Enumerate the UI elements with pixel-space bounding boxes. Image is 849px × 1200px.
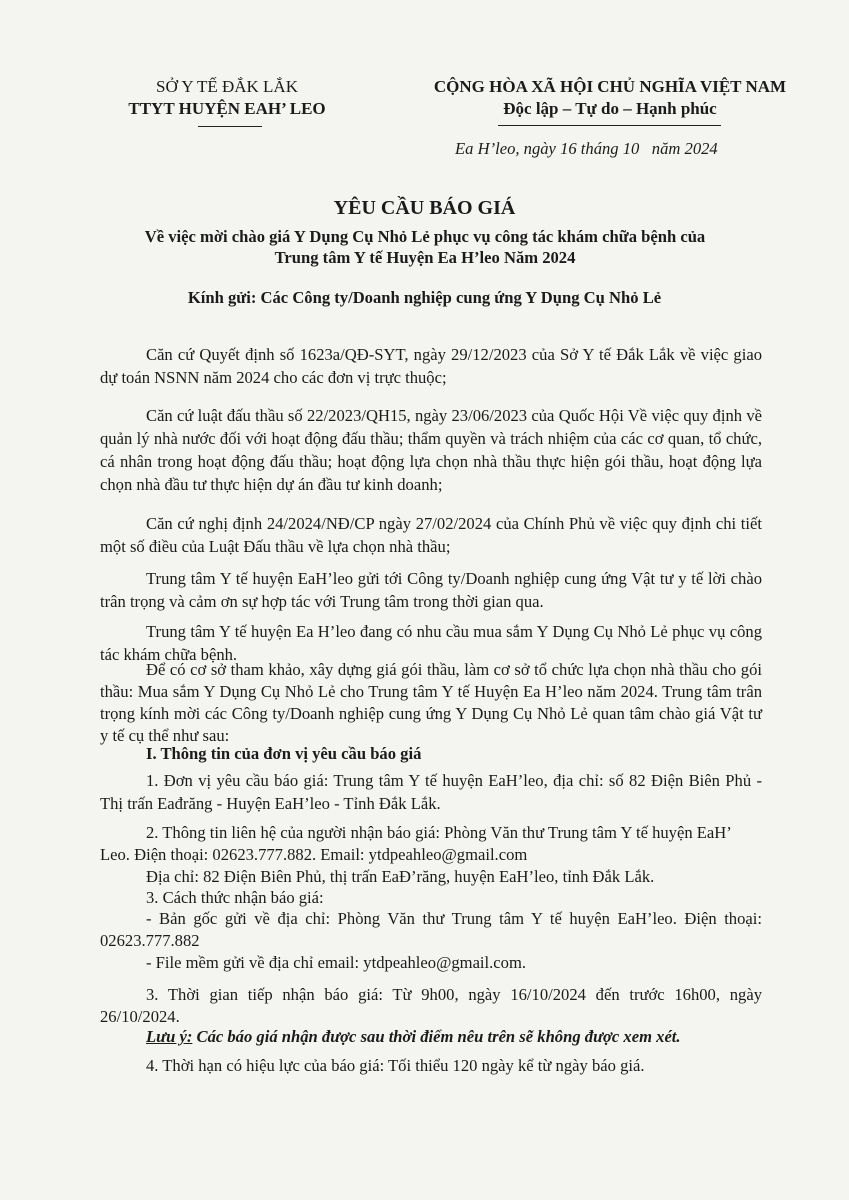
section-item-3: 3. Cách thức nhận báo giá: bbox=[146, 888, 324, 907]
section-item-3b: - File mềm gửi về địa chỉ email: ytdpeahleo@gmail.com. bbox=[146, 953, 527, 972]
section-item-4: 4. Thời hạn có hiệu lực của báo giá: Tối thiểu 120 ngày kể từ ngày báo giá. bbox=[146, 1056, 645, 1075]
section-item-3a: - Bản gốc gửi về địa chỉ: Phòng Văn thư Trung tâm Y tế huyện EaH’leo. Điện thoại: 02623.777.882 bbox=[100, 909, 762, 950]
paragraph-6: Để có cơ sở tham khảo, xây dựng giá gói thầu, làm cơ sở tổ chức lựa chọn nhà thầu cho gói thầu: Mua sắm Y Dụng Cụ Nhỏ Lẻ cho Trung tâm Y tế Huyện Ea H’leo năm 2024. Trung tâm trân trọng kính mời các Công ty/Doanh nghiệp cung ứng Y Dụng Cụ Nhỏ Lẻ quan tâm chào giá Vật tư y tế cụ thể như sau: bbox=[100, 660, 762, 745]
paragraph-3: Căn cứ nghị định 24/2024/NĐ/CP ngày 27/02/2024 của Chính Phủ về việc quy định chi tiết một số điều của Luật Đấu thầu về lựa chọn nhà thầu; bbox=[100, 514, 762, 556]
issuing-agency: TTYT HUYỆN EAH’ LEO bbox=[128, 99, 326, 118]
paragraph-2: Căn cứ luật đấu thầu số 22/2023/QH15, ngày 23/06/2023 của Quốc Hội Về việc quy định về quản lý nhà nước đối với hoạt động đấu thầu; thẩm quyền và trách nhiệm của các cơ quan, tổ chức, cá nhân trong hoạt động đấu thầu; hoạt động lựa chọn nhà thầu thực hiện gói thầu, hoạt động lựa chọn nhà đầu tư thực hiện dự án đầu tư kinh doanh; bbox=[100, 406, 762, 494]
section-item-time: 3. Thời gian tiếp nhận báo giá: Từ 9h00, ngày 16/10/2024 đến trước 16h00, ngày 26/10/2024. bbox=[100, 985, 762, 1026]
subtitle-line-2: Trung tâm Y tế Huyện Ea H’leo Năm 2024 bbox=[274, 248, 576, 267]
document-subtitle bbox=[80, 226, 770, 268]
agency-underline bbox=[198, 126, 262, 127]
contact-address: Địa chỉ: 82 Điện Biên Phủ, thị trấn EaĐ’răng, huyện EaH’leo, tỉnh Đắk Lắk. bbox=[146, 867, 655, 886]
agency-block bbox=[112, 76, 342, 120]
country-name: CỘNG HÒA XÃ HỘI CHỦ NGHĨA VIỆT NAM bbox=[433, 77, 787, 96]
paragraph-1: Căn cứ Quyết định số 1623a/QĐ-SYT, ngày 29/12/2023 của Sở Y tế Đắk Lắk về việc giao dự toán NSNN năm 2024 cho các đơn vị trực thuộc; bbox=[100, 345, 762, 387]
document-date: Ea H’leo, ngày 16 tháng 10 năm 2024 bbox=[455, 139, 718, 158]
section-item-1: 1. Đơn vị yêu cầu báo giá: Trung tâm Y tế huyện EaH’leo, địa chỉ: số 82 Điện Biên Phủ - Thị trấn Eađrăng - Huyện EaH’leo - Tỉnh Đắk Lắk. bbox=[100, 771, 762, 813]
parent-agency: SỞ Y TẾ ĐẮK LẮK bbox=[156, 77, 298, 96]
note-text: Các báo giá nhận được sau thời điểm nêu trên sẽ không được xem xét. bbox=[192, 1027, 681, 1046]
section-heading: I. Thông tin của đơn vị yêu cầu báo giá bbox=[146, 744, 422, 763]
national-motto-block bbox=[400, 76, 820, 120]
motto: Độc lập – Tự do – Hạnh phúc bbox=[503, 99, 717, 118]
note-line bbox=[146, 1025, 786, 1048]
motto-underline bbox=[498, 125, 721, 126]
subtitle-line-1: Về việc mời chào giá Y Dụng Cụ Nhỏ Lẻ phục vụ công tác khám chữa bệnh của bbox=[144, 227, 706, 246]
paragraph-4: Trung tâm Y tế huyện EaH’leo gửi tới Công ty/Doanh nghiệp cung ứng Vật tư y tế lời chào trân trọng và cảm ơn sự hợp tác với Trung tâm trong thời gian qua. bbox=[100, 569, 762, 611]
recipient-line: Kính gửi: Các Công ty/Doanh nghiệp cung ứng Y Dụng Cụ Nhỏ Lẻ bbox=[187, 288, 662, 307]
note-label: Lưu ý: bbox=[146, 1027, 193, 1046]
document-title: YÊU CẦU BÁO GIÁ bbox=[333, 197, 516, 219]
paragraph-5: Trung tâm Y tế huyện Ea H’leo đang có nhu cầu mua sắm Y Dụng Cụ Nhỏ Lẻ phục vụ công tác khám chữa bệnh. bbox=[100, 622, 762, 664]
section-item-2: 2. Thông tin liên hệ của người nhận báo giá: Phòng Văn thư Trung tâm Y tế huyện EaH’ Leo. Điện thoại: 02623.777.882. Email: ytdpeahleo@gmail.com bbox=[100, 823, 731, 864]
